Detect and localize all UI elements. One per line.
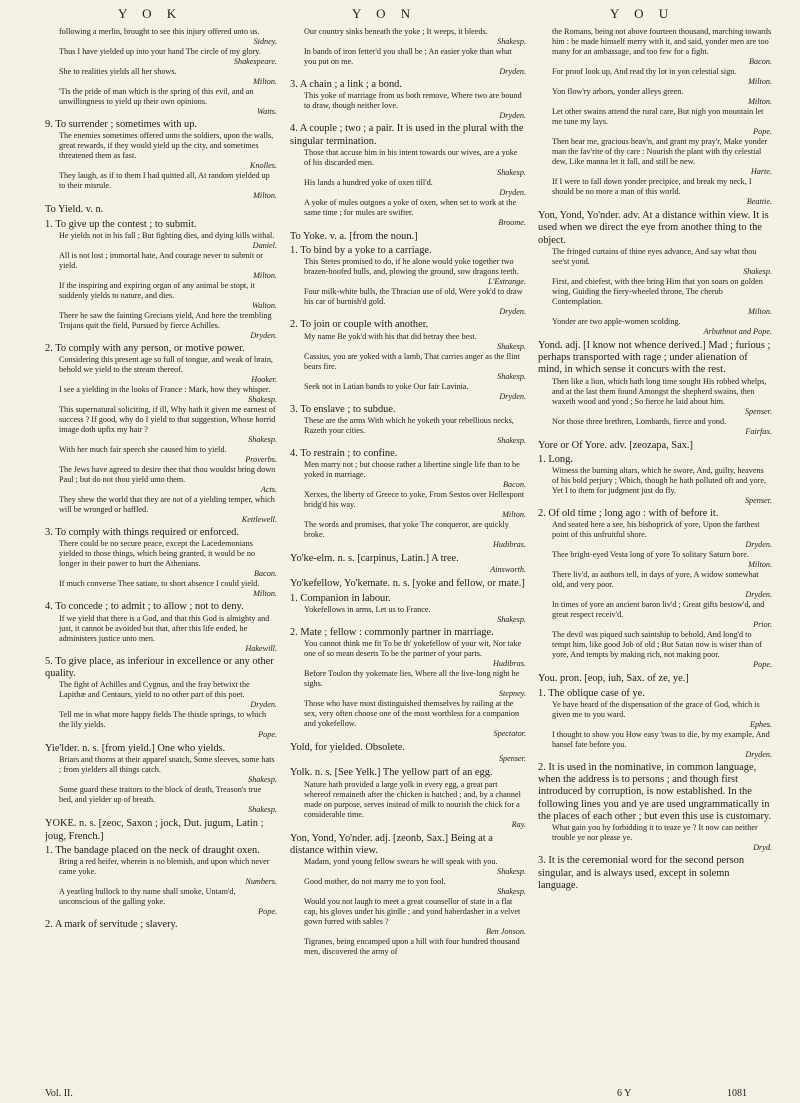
signature-mark: 6 Y (617, 1088, 632, 1099)
citation-source: Shakespeare. (233, 57, 277, 66)
quotation: If the inspiring and expiring organ of any animal be stopt, it suddenly yields to nature, and dies. (59, 280, 255, 300)
quotation: She to realities yields all her shows. (59, 67, 177, 76)
quotation: My name Be yok'd with his that did betray thee best. (304, 331, 477, 341)
quotation: Considering this present age so full of tongue, and weak of brain, behold we yield to the stream thereof. (59, 355, 273, 375)
quotation: A yearling bullock to thy name shall smoke, Untam'd, unconscious of the galling yoke. (59, 887, 236, 907)
citation-source: Bacon. (254, 569, 277, 579)
headword-entry: To Yield. v. n. (45, 204, 104, 216)
quotation: There he saw the fainting Grecians yield, And here the trembling Trojans quit the field, Pursued by fierce Achilles. (59, 310, 272, 330)
sense-definition: 1. To bind by a yoke to a carriage. (290, 245, 432, 257)
quotation: Let other swains attend the rural care, But nigh yon mountain let me tune my lays. (552, 107, 764, 126)
headword-entry: Yon, Yond, Yo'nder. adj. [zeonb, Sax.] Being at a distance within view. (290, 832, 493, 856)
sense-definition: 2. Of old time ; long ago : with of before it. (538, 508, 719, 520)
sense-definition: 1. The oblique case of ye. (538, 687, 645, 699)
citation-source: Dryden. (499, 187, 526, 197)
citation-source: Milton. (748, 306, 772, 316)
citation-source: Arbuthnot and Pope. (703, 326, 772, 336)
sense-definition: 1. Long. (538, 453, 573, 465)
sense-definition: 3. To comply with things required or enforced. (45, 527, 239, 539)
citation-source: Beattie. (746, 197, 772, 206)
headword-entry: Yold, for yielded. Obsolete. (290, 742, 405, 754)
citation-source: Walton. (252, 300, 277, 310)
column-1 (45, 27, 277, 1087)
quotation: Men marry not ; but choose rather a libertine single life than to be yoked in marriage. (304, 460, 520, 480)
header-right: Y O U (610, 6, 675, 21)
quotation: Four milk-white bulls, the Thracian use of old, Were yok'd to draw his car of burnish'd gold. (304, 287, 523, 307)
citation-source: Bacon. (503, 480, 526, 490)
column-2 (290, 27, 526, 1087)
headword-entry: Yo'ke-elm. n. s. [carpinus, Latin.] A tree. (290, 553, 459, 565)
citation-source: L'Estrange. (488, 277, 526, 287)
citation-source: Dryden. (250, 700, 277, 710)
quotation: the Romans, being not above fourteen thousand, marching towards him : he made himself merry with it, and said, yonder men are too many for an ambassage, and too few for a fight. (552, 27, 772, 56)
citation-source: Stepney. (498, 689, 526, 699)
quotation: There could be no secure peace, except the Lacedemonians yielded to those things, which being granted, it would be no longer in their power to hurt the Athenians. (59, 539, 256, 569)
quotation: The devil was piqued such saintship to behold, And long'd to tempt him, like good Job of old ; But Satan now is wiser than of yore, And tempts by making rich, not making poor. (552, 630, 762, 660)
quotation: Tell me in what more happy fields The thistle springs, to which the lily yields. (59, 710, 267, 730)
citation-source: Shakesp. (497, 341, 526, 351)
quotation: Madam, yond young fellow swears he will speak with you. (304, 857, 498, 867)
citation-source: Hudibras. (493, 659, 526, 669)
quotation: Tigranes, being encamped upon a hill with four hundred thousand men, discovered the army of (304, 937, 520, 957)
citation-source: Dryden. (499, 391, 526, 401)
quotation: Yon flow'ry arbors, yonder alleys green. (552, 87, 684, 96)
quotation: All is not lost ; immortal hate, And courage never to submit or yield. (59, 250, 263, 270)
quotation: Seek not in Latian bands to yoke Our fair Lavinia. (304, 381, 469, 391)
volume-label: Vol. II. (45, 1088, 73, 1099)
quotation: And seated here a see, his bishoprick of yore, Upon the farthest point of this unfruitful shore. (552, 520, 760, 540)
quotation: First, and chiefest, with thee bring Him that yon soars on golden wing, Guiding the fiery-wheeled throne, The cherub Contemplation. (552, 276, 763, 306)
quotation: Yokefellows in arms, Let us to France. (304, 604, 431, 614)
citation-source: Prior. (753, 620, 772, 630)
quotation: Yonder are two apple-women scolding. (552, 316, 681, 326)
quotation: Some guard these traitors to the block of death, Treason's true bed, and yielder up of breath. (59, 785, 262, 805)
citation-source: Shakesp. (248, 805, 277, 815)
citation-source: Spectator. (493, 729, 526, 739)
sense-definition: 3. It is the ceremonial word for the second person singular, and is always used, except in solemn language. (538, 855, 745, 891)
citation-source: Watts. (257, 107, 277, 116)
quotation: Then like a lion, which hath long time sought His robbed whelps, and at the last them found Amongst the shepherd swains, then waxeth wood and yond ; So fierce he laid about him. (552, 376, 767, 406)
citation-source: Dryden. (745, 749, 772, 759)
quotation: You cannot think me fit To be th' yokefellow of your wit, Nor take one of so mean deserts To be the partner of your parts. (304, 639, 522, 659)
sense-definition: 2. To join or couple with another. (290, 319, 429, 331)
citation-source: Milton. (748, 77, 772, 86)
citation-source: Ainsworth. (490, 565, 526, 575)
quotation: The fight of Achilles and Cygnus, and the fray betwixt the Lapithæ and Centaurs, yield to no other part of this poet. (59, 680, 250, 700)
citation-source: Milton. (253, 270, 277, 280)
sense-definition: 9. To surrender ; sometimes with up. (45, 119, 198, 130)
citation-source: Spenser. (498, 754, 526, 764)
citation-source: Numbers. (245, 877, 277, 887)
quotation: For proof look up, And read thy lot in yon celestial sign. (552, 67, 737, 76)
quotation: Bring a red heifer, wherein is no blemish, and upon which never came yoke. (59, 857, 270, 877)
citation-source: Shakesp. (497, 867, 526, 877)
citation-source: Daniel. (252, 240, 277, 250)
citation-source: Proverbs. (245, 455, 277, 465)
citation-source: Milton. (748, 97, 772, 106)
quotation: If much converse Thee satiate, to short absence I could yield. (59, 579, 260, 589)
headword-entry: To Yoke. v. a. [from the noun.] (290, 230, 418, 242)
headword-entry: Yore or Of Yore. adv. [zeozapa, Sax.] (538, 439, 693, 451)
quotation: I thought to show you How easy 'twas to die, by my example, And hansel fate before you. (552, 729, 770, 749)
sense-definition: 3. To enslave ; to subdue. (290, 403, 396, 415)
citation-source: Harte. (750, 167, 772, 176)
citation-source: Dryden. (250, 330, 277, 340)
quotation: In bands of iron fetter'd you shall be ; An easier yoke than what you put on me. (304, 47, 512, 66)
quotation: The enemies sometimes offered unto the soldiers, upon the walls, great rewards, if they would yield up the city, and sometimes threatened them as fast. (59, 131, 274, 161)
quotation: Ye have heard of the dispensation of the grace of God, which is given me to you ward. (552, 699, 760, 719)
sense-definition: 4. To restrain ; to confine. (290, 447, 398, 459)
quotation: In times of yore an ancient baron liv'd ; Great gifts bestow'd, and great respect receiv'd. (552, 600, 765, 620)
running-headers (0, 6, 800, 24)
header-center: Y O N (352, 6, 417, 21)
sense-definition: 2. Mate ; fellow : commonly partner in marriage. (290, 626, 494, 638)
citation-source: Hooker. (251, 375, 277, 385)
citation-source: Shakesp. (743, 266, 772, 276)
sense-definition: 5. To give place, as inferiour in excellence or any other quality. (45, 655, 274, 679)
quotation: A yoke of mules outgoes a yoke of oxen, when set to work at the same time ; for mules are swifter. (304, 197, 517, 217)
header-left: Y O K (118, 6, 183, 21)
citation-source: Pope. (753, 127, 772, 136)
page-number: 1081 (727, 1088, 747, 1099)
quotation: These are the arms With which he yoketh your rebellious necks, Razeth your cities. (304, 415, 514, 435)
quotation: Our country sinks beneath the yoke ; It weeps, it bleeds. (304, 27, 488, 36)
column-3 (538, 27, 772, 1087)
sense-definition: 2. To comply with any person, or motive power. (45, 342, 245, 354)
headword-entry: Yie'lder. n. s. [from yield.] One who yields. (45, 743, 226, 755)
quotation: 'Tis the pride of man which is the spring of this evil, and an unwillingness to yield up their own opinions. (59, 87, 254, 106)
quotation: Briars and thorns at their apparel snatch, Some sleeves, some hats ; from yielders all things catch. (59, 755, 275, 775)
quotation: Then hear me, gracious heav'n, and grant my pray'r, Make yonder man the fav'rite of thy care : Nourish the plant with thy celestial dew, Like manna let it fall, and still be new. (552, 137, 768, 166)
quotation: What gain you by forbidding it to teaze ye ? It now can neither trouble ye nor please ye. (552, 823, 758, 843)
citation-source: Shakesp. (248, 395, 277, 405)
citation-source: Shakesp. (248, 775, 277, 785)
citation-source: Milton. (748, 560, 772, 570)
citation-source: Shakesp. (497, 887, 526, 897)
quotation: His lands a hundred yoke of oxen till'd. (304, 177, 433, 187)
sense-definition: 1. Companion in labour. (290, 592, 391, 604)
citation-source: Knolles. (249, 161, 277, 171)
citation-source: Dryden. (745, 590, 772, 600)
quotation: He yields not in his fall ; But fighting dies, and dying kills withal. (59, 230, 275, 240)
quotation: Those that accuse him in his intent towards our wives, are a yoke of his discarded men. (304, 147, 518, 167)
sense-definition: 2. A mark of servitude ; slavery. (45, 919, 178, 931)
citation-source: Spenser. (744, 496, 772, 506)
citation-source: Sidney. (253, 37, 277, 46)
citation-source: Shakesp. (497, 371, 526, 381)
citation-source: Bacon. (749, 57, 772, 66)
quotation: This yoke of marriage from us both remove, Where two are bound to draw, though neither love. (304, 91, 522, 111)
quotation: This supernatural soliciting, if ill, Why hath it given me earnest of success ? If good, why do I yield to that suggestion, Whose horrid image doth upfix my hair ? (59, 405, 276, 435)
quotation: Nor those three brethren, Lombards, fierce and yond. (552, 416, 727, 426)
quotation: Would you not laugh to meet a great counsellor of state in a flat cap, his gloves under his girdle ; and yond haberdasher in a velvet gown furred with sables ? (304, 897, 521, 927)
sense-definition: 3. A chain ; a link ; a bond. (290, 79, 402, 90)
page-footer (45, 1088, 775, 1102)
headword-entry: Yo'kefellow, Yo'kemate. n. s. [yoke and fellow, or mate.] (290, 578, 525, 590)
quotation: Thee bright-eyed Vesta long of yore To solitary Saturn bore. (552, 550, 749, 560)
citation-source: Milton. (502, 510, 526, 520)
quotation: If we yield that there is a God, and that this God is almighty and just, it cannot be avoided but that, after this life ended, he administers justice unto men. (59, 613, 270, 643)
quotation: Witness the burning altars, which he swore, And, guilty, heavens of his bold perjury ; Which, though he hath polluted oft and yore, Yet I to them for judgment just do fly. (552, 466, 767, 496)
sense-definition: 4. A couple ; two ; a pair. It is used in the plural with the singular termination. (290, 123, 524, 147)
quotation: This Stetes promised to do, if he alone would yoke together two brazen-hoofed bulls, and, plowing the ground, sow dragons teeth. (304, 257, 519, 277)
citation-source: Pope. (258, 730, 277, 740)
citation-source: Shakesp. (497, 614, 526, 624)
headword-entry: Yon, Yond, Yo'nder. adv. At a distance within view. It is used when we direct the eye from another thing to the object. (538, 210, 769, 246)
citation-source: Kettlewell. (241, 515, 277, 525)
quotation: They shew the world that they are not of a yielding temper, which will be wronged or baffled. (59, 495, 275, 515)
headword-entry: Yond. adj. [I know not whence derived.] Mad ; furious ; perhaps transported with rage ; under alienation of mind, in which sense it concurs with the rest. (538, 339, 771, 376)
citation-source: Dryden. (745, 540, 772, 550)
sense-definition: 1. To give up the contest ; to submit. (45, 218, 197, 230)
citation-source: Hudibras. (493, 540, 526, 550)
citation-source: Dryden. (499, 67, 526, 76)
citation-source: Fairfax. (745, 426, 772, 436)
citation-source: Shakesp. (497, 37, 526, 46)
citation-source: Hakewill. (245, 643, 277, 653)
quotation: The Jews have agreed to desire thee that thou wouldst bring down Paul ; but do not thou yield unto them. (59, 465, 276, 485)
quotation: With her much fair speech she caused him to yield. (59, 445, 227, 455)
sense-definition: 4. To concede ; to admit ; to allow ; not to deny. (45, 601, 244, 613)
citation-source: Broome. (498, 217, 526, 227)
citation-source: Dryden. (499, 111, 526, 121)
citation-source: Dryden. (499, 307, 526, 317)
citation-source: Pope. (753, 660, 772, 670)
citation-source: Dryd. (753, 843, 772, 853)
quotation: Before Toulon thy yokemate lies, Where all the live-long night he sighs. (304, 669, 520, 689)
citation-source: Milton. (253, 77, 277, 86)
headword-entry: Yolk. n. s. [See Yelk.] The yellow part of an egg. (290, 767, 493, 779)
quotation: Thus I have yielded up into your hand The circle of my glory. (59, 47, 261, 56)
citation-source: Pope. (258, 907, 277, 917)
citation-source: Spenser. (744, 406, 772, 416)
headword-entry: YOKE. n. s. [zeoc, Saxon ; jock, Dut. jugum, Latin ; joug, French.] (45, 818, 264, 842)
citation-source: Shakesp. (497, 435, 526, 445)
quotation: Those who have most distinguished themselves by railing at the sex, very often choose one of the most worthless for a companion and yokefellow. (304, 699, 520, 729)
citation-source: Acts. (260, 485, 277, 495)
quotation: following a merlin, brought to see this injury offered unto us. (59, 27, 260, 36)
quotation: Nature hath provided a large yolk in every egg, a great part whereof remaineth after the chicken is hatched ; and, by a channel made on purpose, serves instead of milk to nourish the chick for a considerable time. (304, 779, 521, 819)
quotation: Xerxes, the liberty of Greece to yoke, From Sestos over Hellespont bridg'd his way. (304, 490, 525, 510)
citation-source: Milton. (253, 589, 277, 599)
quotation: Good mother, do not marry me to yon fool. (304, 877, 446, 887)
quotation: If I were to fall down yonder precipice, and break my neck, I should be no more a man of this world. (552, 177, 752, 196)
sense-definition: 2. It is used in the nominative, in common language, when the address is to persons ; and though first introduced by corruption, is now established. In the following lines you and ye are used ungrammatically in the places of each other ; but even this use is customary. (538, 761, 772, 822)
citation-source: Shakesp. (248, 435, 277, 445)
citation-source: Ephes. (749, 719, 772, 729)
headword-entry: You. pron. [eop, iuh, Sax. of ze, ye.] (538, 673, 689, 685)
quotation: The fringed curtains of thine eyes advance, And say what thou see'st yond. (552, 246, 757, 266)
sense-definition: 1. The bandage placed on the neck of draught oxen. (45, 844, 260, 856)
quotation: The words and promises, that yoke The conqueror, are quickly broke. (304, 520, 509, 540)
citation-source: Ben Jonson. (485, 927, 526, 937)
quotation: I see a yielding in the looks of France : Mark, how they whisper. (59, 385, 271, 395)
quotation: They laugh, as if to them I had quitted all, At random yielded up to their misrule. (59, 171, 270, 191)
citation-source: Milton. (253, 191, 277, 201)
quotation: Cassius, you are yoked with a lamb, That carries anger as the flint bears fire. (304, 351, 520, 371)
citation-source: Shakesp. (497, 167, 526, 177)
quotation: There liv'd, as authors tell, in days of yore, A widow somewhat old, and very poor. (552, 570, 759, 590)
citation-source: Ray. (511, 819, 526, 829)
